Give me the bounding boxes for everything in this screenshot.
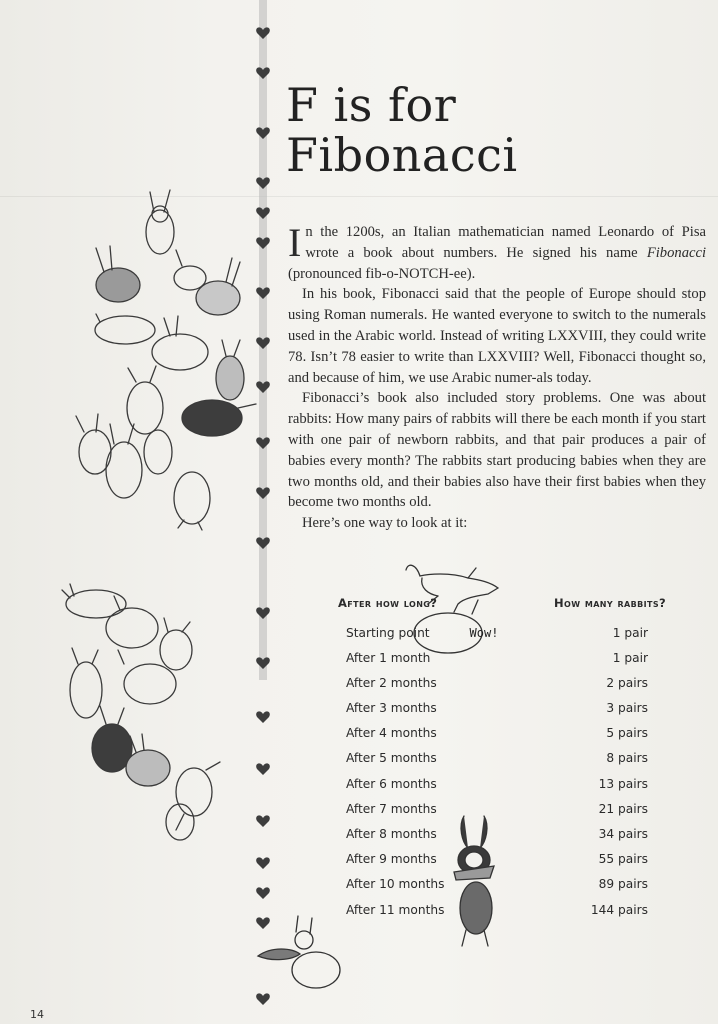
row-count: 5 pairs [606, 726, 648, 740]
row-when: After 1 month [346, 651, 431, 665]
paragraph-intro-end: (pronounced fib-o-NOTCH-ee). [288, 265, 476, 282]
row-count: 2 pairs [606, 676, 648, 690]
column-header-count: How many rabbits? [554, 596, 667, 610]
column-header-when: After how long? [338, 596, 438, 610]
table-row [338, 651, 648, 671]
row-count: 8 pairs [606, 751, 648, 765]
row-count: 1 pair [612, 651, 648, 665]
page-number: 14 [30, 1008, 44, 1021]
rabbit-with-fish-illustration [254, 912, 350, 992]
paragraph-look: Here’s one way to look at it: [302, 515, 468, 532]
row-when: After 8 months [346, 827, 437, 841]
row-count: 3 pairs [606, 701, 648, 715]
table-row [338, 626, 648, 646]
table-row [338, 726, 648, 746]
table-row [338, 676, 648, 696]
row-count: 21 pairs [598, 802, 648, 816]
page-title [286, 80, 518, 180]
row-when: After 7 months [346, 802, 437, 816]
row-when: Starting point [346, 626, 430, 640]
standing-rabbit-illustration [440, 812, 510, 952]
row-count: 13 pairs [598, 777, 648, 791]
paragraph-intro-text: n the 1200s, an Italian mathematician named Leonardo of Pisa wrote a book about numbers. He signed his name [305, 224, 706, 261]
signed-name: Fibonacci [646, 244, 706, 261]
row-count: 144 pairs [590, 903, 648, 917]
title-line-1: F is for [286, 78, 457, 132]
title-line-2: Fibonacci [286, 128, 518, 182]
row-when: After 2 months [346, 676, 437, 690]
row-count: 89 pairs [598, 877, 648, 891]
row-count: 1 pair [612, 626, 648, 640]
row-count: 34 pairs [598, 827, 648, 841]
row-when: After 3 months [346, 701, 437, 715]
drop-cap: I [288, 220, 302, 265]
row-when: After 9 months [346, 852, 437, 866]
row-when: After 10 months [346, 877, 445, 891]
row-count: 55 pairs [598, 852, 648, 866]
speech-bubble: Wow! [469, 626, 499, 640]
paragraph-numerals: In his book, Fibonacci said that the people of Europe should stop using Roman numerals. He wanted everyone to switch to the numerals used in the Arabic world. Instead of writing LXXVIII, they could write 78. Isn’t 78 easier to write than LXXVIII? Well, Fibonacci thought so, and because of him, we use Arabic numer-als today. [288, 286, 706, 386]
rabbit-group-illustration [0, 0, 258, 1024]
paragraph-rabbits: Fibonacci’s book also included story problems. One was about rabbits: How many pairs of rabbits will there be each month if you start with one pair of newborn rabbits, and that pair produces a pair of babies every month? The rabbits start producing babies when they are two months old, and their babies also have their first babies when they become two months old. [288, 390, 706, 511]
heart-vine-border [250, 0, 276, 1024]
table-row [338, 751, 648, 771]
table-row [338, 701, 648, 721]
paragraph-intro [288, 222, 706, 284]
row-when: After 6 months [346, 777, 437, 791]
article-body [288, 222, 706, 534]
row-when: After 4 months [346, 726, 437, 740]
table-row [338, 777, 648, 797]
row-when: After 11 months [346, 903, 445, 917]
row-when: After 5 months [346, 751, 437, 765]
